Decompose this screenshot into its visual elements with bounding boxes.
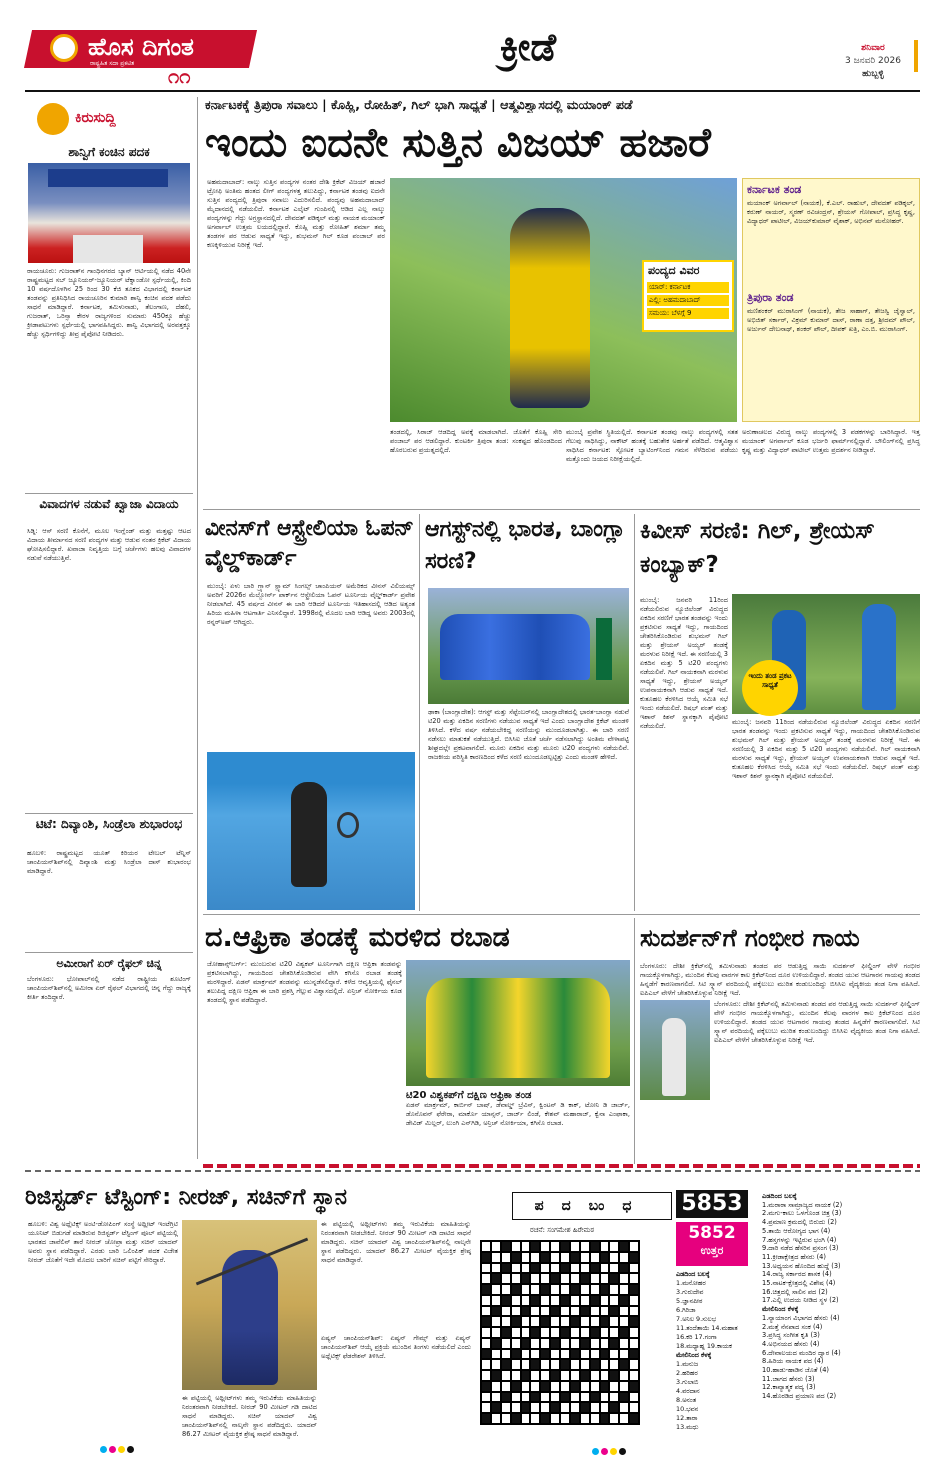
tripura-team: ಮಣಿಶಂಕರ್ ಮುರಾಸಿಂಗ್ (ನಾಯಕ), ತೇಜ ಸಾಹಾಗ್, ತೇಜಸ್ವಿ ಜೈಸ್ವಾಲ್, ಅಭಿಜಿತ್ ಸರ್ಕಾರ್, ವಿಕ್ರಮ್ ಕುಮಾರ್ ದಾಸ್, ರಾಣಾ ದತ್ತ, ಶ್ರೀದಮ್ ಪೌಲ್, ಅರ್ಜುನ್ ದೇಬನಾಥ್, ಶಂಕರ್ ಪೌಲ್, ದೀಪಕ್ ಖತ್ರಿ, ಎಂ.ಬಿ. ಮುರಾಸಿಂಗ್. <box>747 307 915 333</box>
across-clue-9: 14.ರಾಜ್ಯ ಸರ್ಕಾರದ ಶಾಸಕ (4) <box>762 1270 832 1279</box>
logo-icon <box>50 34 78 62</box>
prev-down-title: ಮೇಲಿನಿಂದ ಕೆಳಕ್ಕೆ <box>676 1351 712 1359</box>
karnataka-team-title: ಕರ್ನಾಟಕ ತಂಡ <box>747 183 802 196</box>
lead-col-3: ಮುಂಬೈ ಪ್ರವೇಶ ಸ್ಥಿತಿಯಲ್ಲಿದೆ. ಕರ್ನಾಟಕ ತಂಡವು ನಾಲ್ಕು ಪಂದ್ಯಗಳಲ್ಲಿ ಸತತ ಗೆಲುವು ಸಾಧಿಸಿದ್ದು, ನಾಕೌಟ್ ಹಂತಕ್ಕೆ ಬಹುತೇಕ ಅರ್ಹತೆ ಪಡೆದಿದೆ. ಆತ್ಮವಿಶ್ವಾಸ ಸಾಧಿಸಿದ ಕರ್ನಾಟಕ: ಸ್ಪೋಟಕ ಬ್ಯಾಟಿಂಗ್‌ನಿಂದ ಗಮನ ಸೆಳೆದಿರುವ ಪಡೆಯು ಮತ್ತೊಂದು ಜಯದ ನಿರೀಕ್ಷೆಯಲ್ಲಿದೆ. <box>566 428 738 463</box>
prev-across-5: 7.ಅನಿಲ 9.ಸುಲಭ <box>676 1315 717 1323</box>
across-clue-1: 1.ಮರಾಠಾ ಸಾಮ್ರಾಜ್ಯದ ನಾಯಕ (2) <box>762 1200 843 1209</box>
prev-answers <box>676 1270 756 1430</box>
kiru-headline-4: ಅಮೀರಾಗೆ ಏರ್ ರೈಫಲ್ ಚಿನ್ನ <box>56 957 162 970</box>
kiru-headline-1: ಶಾನ್ವಿಗೆ ಕಂಚಿನ ಪದಕ <box>68 145 150 159</box>
racket <box>337 812 359 838</box>
puzzle-subtitle: ರಚನೆ: ಸಂಗಮೇಶ ಹಿರೇಮಠ <box>530 1226 595 1234</box>
down-clue-10: 14.ಹೊರಡಿದ ಪ್ರಯಾಣ ಪದ (2) <box>762 1392 837 1401</box>
across-clue-7: 11.ಕ್ರೀಡಾಕ್ಷೇತ್ರದ ಹೆಸರು (4) <box>762 1252 826 1261</box>
batsman-2 <box>662 1018 686 1096</box>
dot-black <box>127 1446 134 1453</box>
down-clue-3: 3.ಪ್ರಸಿದ್ಧ ಸಂಗೀತ ಕೃತಿ (3) <box>762 1331 820 1340</box>
left-column-rule <box>197 97 198 1159</box>
player-2 <box>862 604 896 710</box>
match-box <box>642 260 734 332</box>
kiru-story-1: ರಾಯಚೂರು: ಗುಜರಾತ್‌ನ ಗಾಂಧಿನಗರದ ಬ್ಯಾನ್ ಆರ್ಟಿಯಲ್ಲಿ ನಡೆದ 40ನೇ ರಾಷ್ಟ್ರಮಟ್ಟದ ಸಬ್ ಜ್ಯೂನಿಯರ್-ಜ್ಯೂನಿಯರ್ ಟೆಕ್ವಾಂಡೋ ಸ್ಪರ್ಧೆಯಲ್ಲಿ, ಕಿಂದಿ 10 ವರ್ಷದೊಳಗಿನ 25 ರಿಂದ 30 ಕೆಜಿ ತೂಕದ ವಿಭಾಗದಲ್ಲಿ ಕರ್ನಾಟಕ ತಂಡವನ್ನು ಪ್ರತಿನಿಧಿಸಿದ ರಾಯಚೂರಿನ ಕುಮಾರಿ ಶಾನ್ವಿ ಕಂಚಿನ ಪದಕ ಪಡೆದು ಸಾಧನೆ ಮಾಡಿದ್ದಾರೆ. ಕರ್ನಾಟಕ, ತಮಿಳುನಾಡು, ತೆಲಂಗಾಣ, ದೆಹಲಿ, ಗುಜರಾತ್, ಒರಿಸ್ಸಾ ಕೇರಳ ರಾಜ್ಯಗಳಿಂದ ಸುಮಾರು 450ಕ್ಕೂ ಹೆಚ್ಚು ಕ್ರೀಡಾಪಟುಗಳು ಸ್ಪರ್ಧೆಯಲ್ಲಿ ಭಾಗವಹಿಸಿದ್ದರು. ಶಾನ್ವಿ ವಿಭಾಗದಲ್ಲಿ ಅರವತ್ತಕ್ಕೂ ಹೆಚ್ಚು ಸ್ಪರ್ಧಿಗಳಿದ್ದು ತೀವ್ರ ಪೈಪೋಟಿ ನೀಡಿದರು. <box>27 267 191 338</box>
team-box <box>742 178 920 422</box>
match-row-1: ಯಾರ್: ಕರ್ನಾಟಕ <box>647 282 729 293</box>
dot-yellow-2 <box>610 1448 617 1455</box>
aug-headline: ಆಗಸ್ಟ್‌ನಲ್ಲಿ ಭಾರತ, ಬಾಂಗ್ಲಾ ಸರಣಿ? <box>425 517 626 574</box>
match-row-3: ಸಮಯ: ಬೆಳಗ್ಗೆ 9 <box>647 308 729 319</box>
prev-down-8: 13.ಮಧು <box>676 1423 699 1431</box>
lead-kicker: ಕರ್ನಾಟಕಕ್ಕೆ ತ್ರಿಪುರಾ ಸವಾಲು | ಕೊಹ್ಲಿ, ರೋಹಿತ್, ಗಿಲ್ ಭಾಗಿ ಸಾಧ್ಯತೆ | ಆತ್ಮವಿಶ್ವಾಸದಲ್ಲಿ ಮಯಾಂಕ್ ಪಡೆ <box>205 97 633 112</box>
podium <box>73 235 143 263</box>
across-clue-5: 7.ಹಸ್ತಗಳನ್ನು ಇಟ್ಟಿರುವ ಭಂಗಿ (4) <box>762 1235 837 1244</box>
prev-down-3: 3.ಗುಲಾಬಿ <box>676 1378 699 1386</box>
dot-magenta-2 <box>601 1448 608 1455</box>
venus-body: ಮುಂಬೈ: ಏಳು ಬಾರಿ ಗ್ರ್ಯಾನ್ ಸ್ಲ್ಯಾಮ್ ಸಿಂಗಲ್ಸ್ ಚಾಂಪಿಯನ್ ಅಮೆರಿಕದ ವೀನಸ್ ವಿಲಿಯಮ್ಸ್ ಅವರಿಗೆ 2026ರ ಮೆಲ್ಬೋರ್ನ್ ಪಾರ್ಕ್‌ನ ಆಸ್ಟ್ರೇಲಿಯಾ ಓಪನ್ ಟೂರ್ನಿಯ ವೈಲ್ಡ್‌ಕಾರ್ಡ್ ಪ್ರವೇಶ ನೀಡಲಾಗಿದೆ. 45 ವರ್ಷದ ವೀನಸ್ ಈ ಬಾರಿ ಆಡಿದರೆ ಟೂರ್ನಿಯ ಇತಿಹಾಸದಲ್ಲಿ ಆಡಿದ ಅತ್ಯಂತ ಹಿರಿಯ ಮಹಿಳಾ ಆಟಗಾರ್ತಿ ಎನಿಸಲಿದ್ದಾರೆ. 1998ರಲ್ಲಿ ಮೊದಲ ಬಾರಿ ಆಡಿದ್ದ ಅವರು 2003ರಲ್ಲಿ ರನ್ನರ್‌ಅಪ್ ಆಗಿದ್ದರು. <box>207 582 415 626</box>
prev-across-8: 18.ಮಧ್ಯಾಹ್ನ 19.ಕಾಯಕ <box>676 1342 732 1350</box>
match-title: ಪಂದ್ಯದ ವಿವರ <box>648 264 700 277</box>
sudarshan-photo <box>640 1000 710 1100</box>
across-title: ಎಡದಿಂದ ಬಲಕ್ಕೆ <box>762 1192 797 1200</box>
kiru-divider-1 <box>25 493 193 494</box>
tripura-team-title: ತ್ರಿಪುರಾ ತಂಡ <box>747 291 794 304</box>
dot-magenta <box>109 1446 116 1453</box>
dot-yellow <box>118 1446 125 1453</box>
neeraj-color-dots <box>100 1438 160 1448</box>
gill-badge-text: ಇಂದು ತಂಡ ಪ್ರಕಟ ಸಾಧ್ಯತೆ <box>748 672 792 689</box>
kiru-icon <box>37 103 69 135</box>
rabada-photo <box>406 960 630 1086</box>
venus-rule <box>419 514 420 911</box>
across-clue-11: 16.ಚಿತ್ರದಲ್ಲಿ ಸಾಲಿನ ಪದ (2) <box>762 1287 828 1296</box>
section-title: ಕ್ರೀಡೆ <box>500 25 557 69</box>
prev-across-7: 16.ಕರಿ 17.ಗಂಗಾ <box>676 1333 717 1341</box>
puzzle-clues <box>762 1192 920 1440</box>
down-clue-7: 10.ಹಾಡು-ಹಾಡಿನ ಜೊತೆ (4) <box>762 1366 829 1375</box>
prev-down-6: 10.ಭವನ <box>676 1405 699 1413</box>
prev-down-7: 12.ತಾರಾ <box>676 1414 698 1422</box>
kiru-label-text: ಕಿರುಸುದ್ದಿ <box>75 110 116 126</box>
across-clue-3: 4.ಪ್ರಮಾಣ ಕ್ರಮದಲ್ಲಿ ಬಿರುದು (2) <box>762 1218 837 1227</box>
sudarshan-body-top: ಬೆಂಗಳೂರು: ದೇಶೀ ಕ್ರಿಕೆಟ್‌ನಲ್ಲಿ ತಮಿಳುನಾಡು ತಂಡದ ಪರ ಆಡುತ್ತಿದ್ದ ಸಾಯಿ ಸುದರ್ಶನ್ ಫೀಲ್ಡಿಂಗ್ ವೇಳೆ ಗಂಭೀರ ಗಾಯಕ್ಕೊಳಗಾಗಿದ್ದು, ಮುಂದಿನ ಕೆಲವು ವಾರಗಳ ಕಾಲ ಕ್ರಿಕೆಟ್‌ನಿಂದ ದೂರ ಉಳಿಯಲಿದ್ದಾರೆ. ತಂಡದ ಯುವ ಆಟಗಾರನ ಗಾಯವು ತಂಡದ ಹಿನ್ನಡೆಗೆ ಕಾರಣವಾಗಲಿದೆ. ಸಿಟಿ ಸ್ಕ್ಯಾನ್ ವರದಿಯಲ್ಲಿ ಪಕ್ಕೆಲುಬು ಮುರಿತ ಕಂಡುಬಂದಿದ್ದು ಬಿಸಿಸಿಐ ವೈದ್ಯಕೀಯ ತಂಡ ನಿಗಾ ವಹಿಸಿದೆ. ಐಪಿಎಲ್ ವೇಳೆಗೆ ಚೇತರಿಸಿಕೊಳ್ಳುವ ನಿರೀಕ್ಷೆ ಇದೆ. <box>640 962 920 997</box>
down-clue-5: 6.ದೇವಾಲಯದ ಮಂದಿರ ದ್ವಾರ (4) <box>762 1348 841 1357</box>
prev-across-6: 11.ತಂದೆತಾಯಿ 14.ಮಹಾತ <box>676 1324 738 1332</box>
lead-bottom-rule <box>203 509 920 510</box>
venus-headline: ವೀನಸ್‌ಗೆ ಆಸ್ಟ್ರೇಲಿಯಾ ಓಪನ್ ವೈಲ್ಡ್‌ಕಾರ್ಡ್ <box>205 516 414 571</box>
masthead-rule <box>25 90 920 92</box>
down-clue-8: 11.ಜಾಗದ ಹೆಸರು (3) <box>762 1374 815 1383</box>
prev-across-4: 6.ಗಿರಿಜಾ <box>676 1306 696 1314</box>
crossword-grid[interactable] <box>480 1240 640 1425</box>
kiru-label <box>37 103 187 135</box>
rabada-headline: ದ.ಆಫ್ರಿಕಾ ತಂಡಕ್ಕೆ ಮರಳಿದ ರಬಾಡ <box>205 922 510 953</box>
across-clue-12: 17.ಎಲ್ಲಿ ಉದಯ ನೀಡಿದ ಸ್ಥಳ (2) <box>762 1296 839 1305</box>
masthead <box>0 0 945 92</box>
match-row-2: ಎಲ್ಲಿ: ಅಹಮದಾಬಾದ್ <box>647 295 729 306</box>
mid-rule <box>203 914 920 915</box>
tagline: ರಾಷ್ಟ್ರಹಿತ ಸದಾ ಪ್ರಕಟಿತ <box>90 60 135 67</box>
medal-photo <box>28 163 190 263</box>
aug-photo <box>428 588 629 704</box>
kiru-story-2: ಸಿಡ್ನಿ: ಆಸ್ ಸರಣಿ ಕೊನೆಗೆ, ಮೂಲ ಇಂಗ್ಲೆಂಡ್ ಮತ್ತು ಮತ್ತಷ್ಟು ಆಟದ ವಿದಾಯ ತೀರ್ಮಾನದ ಸರಣಿ ಪಂದ್ಯಗಳ ಮತ್ತು ಆಡುವ ನಂತರ ಕ್ರಿಕೆಟ್ ವಿದಾಯ ಘೋಷಿಸಲಿದ್ದಾರೆ. ಖವಾಜಾ ನಿವೃತ್ತಿಯ ಬಗ್ಗೆ ಚರ್ಚೆಗಳು ಹಲವು ವಿವಾದಗಳ ನಡುವೆ ನಡೆಯುತ್ತಿವೆ. <box>27 527 191 562</box>
prev-across-title: ಎಡದಿಂದ ಬಲಕ್ಕೆ <box>676 1270 710 1278</box>
opponent-player <box>596 618 612 680</box>
date-block <box>845 42 901 81</box>
down-clue-4: 4.ಅಭಿನಯದ ಹೆಸರು (4) <box>762 1339 820 1348</box>
puzzle-title-box <box>512 1192 672 1220</box>
day: ಶನಿವಾರ <box>861 43 885 53</box>
medal-photo-banner <box>48 169 168 187</box>
neeraj-body: ಹೂಬಳಿ: ವಿಶ್ವ ಅಥ್ಲೆಟಿಕ್ಸ್ ಅಂಟಿ-ಡೋಪಿಂಗ್ ಸಂಸ್ಥೆ ಅಥ್ಲೀಟ್ ಇಂಟೆಗ್ರಿಟಿ ಯೂನಿಟ್ ಬಿಡುಗಡೆ ಮಾಡಿರುವ ರಿಜಿಸ್ಟರ್ಡ್ ಟೆಸ್ಟಿಂಗ್ ಪೂಲ್ ಪಟ್ಟಿಯಲ್ಲಿ ಭಾರತದ ಜಾವೆಲಿನ್ ತಾರೆ ನೀರಜ್ ಚೋಪ್ರಾ ಮತ್ತು ಸಚಿನ್ ಯಾದವ್ ಅವರು ಸ್ಥಾನ ಪಡೆದಿದ್ದಾರೆ. ಎರಡು ಬಾರಿ ಒಲಿಂಪಿಕ್ ಪದಕ ವಿಜೇತ ನೀರಜ್ ಜೊತೆಗೆ ಇದೇ ಮೊದಲ ಬಾರಿಗೆ ಸಚಿನ್ ಪಟ್ಟಿಗೆ ಸೇರಿದ್ದಾರೆ. <box>28 1220 178 1264</box>
neeraj-sub: ಏಷ್ಯನ್ ಚಾಂಪಿಯನ್‌ಶಿಪ್‌: ಏಷ್ಯನ್ ಗೇಮ್ಸ್ ಮತ್ತು ಏಷ್ಯನ್ ಚಾಂಪಿಯನ್‌ಶಿಪ್ ಆಯ್ಕೆ ಪ್ರಕ್ರಿಯೆ ಮುಂದಿನ ತಿಂಗಳು ನಡೆಯಲಿದೆ ಎಂದು ಅಥ್ಲೆಟಿಕ್ಸ್ ಫೆಡರೇಶನ್ ತಿಳಿಸಿದೆ. <box>321 1334 471 1360</box>
prev-across-3: 5.ಜ್ಞಾನಪೀಠ <box>676 1297 703 1305</box>
venus-photo <box>207 752 415 910</box>
gill-body-2: ಮುಂಬೈ: ಜನವರಿ 11ರಿಂದ ನಡೆಯಲಿರುವ ನ್ಯೂಜಿಲೆಂಡ್ ವಿರುದ್ಧದ ಏಕದಿನ ಸರಣಿಗೆ ಭಾರತ ತಂಡವನ್ನು ಇಂದು ಪ್ರಕಟಿಸುವ ಸಾಧ್ಯತೆ ಇದ್ದು, ಗಾಯದಿಂದ ಚೇತರಿಸಿಕೊಂಡಿರುವ ಶುಭಮನ್ ಗಿಲ್ ಮತ್ತು ಶ್ರೇಯಸ್ ಅಯ್ಯರ್ ತಂಡಕ್ಕೆ ಮರಳುವ ನಿರೀಕ್ಷೆ ಇದೆ. ಈ ಸರಣಿಯಲ್ಲಿ 3 ಏಕದಿನ ಮತ್ತು 5 ಟಿ20 ಪಂದ್ಯಗಳು ನಡೆಯಲಿವೆ. ಗಿಲ್ ನಾಯಕನಾಗಿ ಮರಳುವ ಸಾಧ್ಯತೆ ಇದ್ದು, ಶ್ರೇಯಸ್ ಅಯ್ಯರ್ ಉಪನಾಯಕನಾಗಿ ಆಡುವ ಸಾಧ್ಯತೆ ಇದೆ. ಕುತೂಹಲ ಕೆರಳಿಸಿದ ಆಯ್ಕೆ ಸಮಿತಿ ಸಭೆ ಇಂದು ನಡೆಯಲಿದೆ. ರಿಷಭ್ ಪಂತ್ ಮತ್ತು ಇಶಾನ್ ಕಿಶನ್ ಸ್ಥಾನಕ್ಕಾಗಿ ಪೈಪೋಟಿ ನಡೆಯಲಿದೆ. <box>732 718 920 780</box>
down-clue-1: 1.ನ್ಯಾಯಾಂಗ ವಿಭಾಗದ ಹೆಸರು (4) <box>762 1313 840 1322</box>
down-clue-2: 2.ಮತ್ತೆ ನೆನಪಾದ ಸಂಕ (4) <box>762 1322 823 1331</box>
gill-body-1: ಮುಂಬೈ: ಜನವರಿ 11ರಿಂದ ನಡೆಯಲಿರುವ ನ್ಯೂಜಿಲೆಂಡ್ ವಿರುದ್ಧದ ಏಕದಿನ ಸರಣಿಗೆ ಭಾರತ ತಂಡವನ್ನು ಇಂದು ಪ್ರಕಟಿಸುವ ಸಾಧ್ಯತೆ ಇದ್ದು, ಗಾಯದಿಂದ ಚೇತರಿಸಿಕೊಂಡಿರುವ ಶುಭಮನ್ ಗಿಲ್ ಮತ್ತು ಶ್ರೇಯಸ್ ಅಯ್ಯರ್ ತಂಡಕ್ಕೆ ಮರಳುವ ನಿರೀಕ್ಷೆ ಇದೆ. ಈ ಸರಣಿಯಲ್ಲಿ 3 ಏಕದಿನ ಮತ್ತು 5 ಟಿ20 ಪಂದ್ಯಗಳು ನಡೆಯಲಿವೆ. ಗಿಲ್ ನಾಯಕನಾಗಿ ಮರಳುವ ಸಾಧ್ಯತೆ ಇದ್ದು, ಶ್ರೇಯಸ್ ಅಯ್ಯರ್ ಉಪನಾಯಕನಾಗಿ ಆಡುವ ಸಾಧ್ಯತೆ ಇದೆ. ಕುತೂಹಲ ಕೆರಳಿಸಿದ ಆಯ್ಕೆ ಸಮಿತಿ ಸಭೆ ಇಂದು ನಡೆಯಲಿದೆ. ರಿಷಭ್ ಪಂತ್ ಮತ್ತು ಇಶಾನ್ ಕಿಶನ್ ಸ್ಥಾನಕ್ಕಾಗಿ ಪೈಪೋಟಿ ನಡೆಯಲಿದೆ. <box>640 596 728 730</box>
kiru-divider-3 <box>25 952 193 953</box>
puzzle-color-dots <box>592 1440 652 1450</box>
down-title: ಮೇಲಿನಿಂದ ಕೆಳಕ್ಕೆ <box>762 1305 799 1314</box>
rabada-team: ಏಡನ್ ಮಾರ್ಕ್ರಮ್, ಕಾರ್ಬಿನ್ ಬಾಷ್, ಡೆವಾಲ್ಡ್ ಬ್ರೆವಿಸ್, ಕ್ವಿಂಟನ್ ಡಿ ಕಾಕ್, ಟೋನಿ ಡಿ ಜಾರ್ಜ್, ಡೊನೊವನ್ ಫೆರೇರಾ, ಮಾರ್ಕೊ ಯಾನ್ಸನ್, ಜಾರ್ಜ್ ಲಿಂಡೆ, ಕೇಶವ್ ಮಹಾರಾಜ್, ಕ್ವೆನಾ ಎಂಫಾಕಾ, ಡೇವಿಡ್ ಮಿಲ್ಲರ್, ಲುಂಗಿ ಎನ್‌ಗಿಡಿ, ಅನ್ರಿಚ್ ನೋರ್ಕಿಯಾ, ಕಗಿಸೊ ರಬಾಡ. <box>406 1101 630 1127</box>
rabada-team-title: ಟಿ20 ವಿಶ್ವಕಪ್‌ಗೆ ದಕ್ಷಿಣ ಆಫ್ರಿಕಾ ತಂಡ <box>406 1090 532 1101</box>
lead-col-4: ಅರುಣಾಚಲದ ವಿರುದ್ಧ ನಾಲ್ಕು ಪಂದ್ಯಗಳಲ್ಲಿ 3 ಪಡಕಗಳನ್ನು ಬಾರಿಸಿದ್ದಾರೆ. ಇತ್ತ ಮಯಾಂಕ್ ಅಗರ್ವಾಲ್ ಕೂಡ ಭರ್ಜರಿ ಫಾರ್ಮ್‌ನಲ್ಲಿದ್ದಾರೆ. ಬೌಲಿಂಗ್‌ನಲ್ಲಿ ಪ್ರಸಿದ್ಧ ಕೃಷ್ಣ ಮತ್ತು ವಿದ್ಯಾಧರ್ ಪಾಟೀಲ್ ಉತ್ತಮ ಪ್ರದರ್ಶನ ನೀಡಿದ್ದಾರೆ. <box>742 428 920 454</box>
batsman <box>510 208 590 408</box>
kiru-story-3: ಹೂಬಳಿ: ರಾಷ್ಟ್ರಮಟ್ಟದ ಯೂತ್ ಕಿರಿಯರ ಟೇಬಲ್ ಟೆನ್ನಿಸ್ ಚಾಂಪಿಯನ್‌ಶಿಪ್‌ನಲ್ಲಿ ದಿವ್ಯಾಂಶಿ ಮತ್ತು ಸಿಂಡ್ರೆಲಾ ದಾಸ್ ಶುಭಾರಂಭ ಮಾಡಿದ್ದಾರೆ. <box>27 849 191 875</box>
prev-number-box <box>676 1222 748 1266</box>
across-clue-8: 13.ಅಧ್ಯಯನ ಹೊಂದಿದ ಹುದ್ದೆ (3) <box>762 1261 841 1270</box>
celebrating-players <box>426 978 610 1078</box>
prev-number: 5852 <box>688 1223 736 1243</box>
across-clue-2: 2.ಮಗು-ಕಾಲು ಒಳಗೊಂಡ ಚಿತ್ರ (3) <box>762 1209 842 1218</box>
prev-down-5: 8.ಅನಂತ <box>676 1396 697 1404</box>
dot-cyan-2 <box>592 1448 599 1455</box>
across-clue-6: 9.ದಾರಿ ನಡೆದ ಹೆಸರಿನ ಪ್ರಸಂಗ (3) <box>762 1244 839 1253</box>
neeraj-body-2: ಈ ಪಟ್ಟಿಯಲ್ಲಿ ಅಥ್ಲೀಟ್‌ಗಳು ತಮ್ಮ ಇರುವಿಕೆಯ ಮಾಹಿತಿಯನ್ನು ನಿರಂತರವಾಗಿ ನೀಡಬೇಕಿದೆ. ನೀರಜ್ 90 ಮೀಟರ್ ಗಡಿ ದಾಟಿದ ಸಾಧನೆ ಮಾಡಿದ್ದರು. ಸಚಿನ್ ಯಾದವ್ ವಿಶ್ವ ಚಾಂಪಿಯನ್‌ಶಿಪ್‌ನಲ್ಲಿ ನಾಲ್ಕನೇ ಸ್ಥಾನ ಪಡೆದಿದ್ದರು. ಯಾದವ್ 86.27 ಮೀಟರ್ ವೈಯಕ್ತಿಕ ಶ್ರೇಷ್ಠ ಸಾಧನೆ ಮಾಡಿದ್ದಾರೆ. <box>182 1394 317 1438</box>
kiru-headline-2: ವಿವಾದಗಳ ನಡುವೆ ಖ್ವಾಜಾ ವಿದಾಯ <box>39 497 179 511</box>
prev-label: ಉತ್ತರ <box>700 1244 724 1257</box>
dot-black-2 <box>619 1448 626 1455</box>
dot-cyan <box>100 1446 107 1453</box>
lead-col-2: ತಂಡದಲ್ಲಿ, ಸಿರಾಜ್ ಆಡದಿದ್ದ ಅವಕ್ಕೆ ಮಾಡಲಾಗಿದೆ. ಜೊತೆಗೆ ಕೊಹ್ಲಿ ಸೇರಿ ಪಂಜಾಬ್ ಪರ ಆಡಲಿದ್ದಾರೆ. ಕುಂಟರ್ಕಿ ತ್ರಿಪುರಾ ತಂಡ: ಸಂಕಷ್ಟದ ಹೊಂಡದಿಂದ ಹೊರಬರುವ ಪ್ರಯತ್ನದಲ್ಲಿದೆ. <box>390 428 562 454</box>
gill-headline: ಕಿವೀಸ್ ಸರಣಿ: ಗಿಲ್, ಶ್ರೇಯಸ್ ಕಂಬ್ಯಾಕ್? <box>640 518 875 578</box>
down-clue-9: 12.ಕಾವ್ಯಾತ್ಮಕ ಪದ್ಯ (3) <box>762 1383 816 1392</box>
gill-badge <box>742 660 798 716</box>
neeraj-body-3: ಈ ಪಟ್ಟಿಯಲ್ಲಿ ಅಥ್ಲೀಟ್‌ಗಳು ತಮ್ಮ ಇರುವಿಕೆಯ ಮಾಹಿತಿಯನ್ನು ನಿರಂತರವಾಗಿ ನೀಡಬೇಕಿದೆ. ನೀರಜ್ 90 ಮೀಟರ್ ಗಡಿ ದಾಟಿದ ಸಾಧನೆ ಮಾಡಿದ್ದರು. ಸಚಿನ್ ಯಾದವ್ ವಿಶ್ವ ಚಾಂಪಿಯನ್‌ಶಿಪ್‌ನಲ್ಲಿ ನಾಲ್ಕನೇ ಸ್ಥಾನ ಪಡೆದಿದ್ದರು. ಯಾದವ್ 86.27 ಮೀಟರ್ ವೈಯಕ್ತಿಕ ಶ್ರೇಷ್ಠ ಸಾಧನೆ ಮಾಡಿದ್ದಾರೆ. <box>321 1220 471 1264</box>
puzzle-number: 5853 <box>676 1190 748 1218</box>
prev-across-1: 1.ಮನೋಹರ <box>676 1279 706 1287</box>
neeraj-headline: ರಿಜಿಸ್ಟರ್ಡ್ ಟೆಸ್ಟಿಂಗ್: ನೀರಜ್, ಸಚಿನ್‌ಗೆ ಸ್ಥಾನ <box>25 1185 347 1210</box>
across-clue-10: 15.ನಾಟಕ-ಕ್ಷೇತ್ರದಲ್ಲಿ ವಿಶೇಷ (4) <box>762 1279 836 1288</box>
page-number: ೧೧ <box>168 64 191 88</box>
lead-col-1: ಅಹಮದಾಬಾದ್: ನಾಲ್ಕು ಸುತ್ತಿನ ಪಂದ್ಯಗಳ ನಂತರ ದೇಶಿ ಕ್ರಿಕೆಟ್ ವಿಜಯ್ ಹಜಾರೆ ಟ್ರೋಫಿ ಅಂತಿಮ ಹಂತದ ಲೀಗ್ ಪಂದ್ಯಗಳತ್ತ ತಲುಪಿದ್ದು, ಕರ್ನಾಟಕ ತಂಡವು ಐದನೇ ಸುತ್ತಿನ ಪಂದ್ಯದಲ್ಲಿ ತ್ರಿಪುರಾ ಸವಾಲು ಎದುರಿಸಲಿದೆ. ಪಂದ್ಯವು ಅಹಮದಾಬಾದ್ ಮೈದಾನದಲ್ಲಿ ನಡೆಯಲಿದೆ. ಕರ್ನಾಟಕ ಎಲೈಟ್ ಗುಂಪಿನಲ್ಲಿ ಆಡಿದ ಎಲ್ಲ ನಾಲ್ಕು ಪಂದ್ಯಗಳನ್ನು ಗೆದ್ದು ಅಗ್ರಸ್ಥಾನದಲ್ಲಿದೆ. ದೇವದತ್ ಪಡಿಕ್ಕಲ್ ಮತ್ತು ನಾಯಕ ಮಯಾಂಕ್ ಅಗರ್ವಾಲ್ ಉತ್ತಮ ಲಯದಲ್ಲಿದ್ದಾರೆ. ಕೊಹ್ಲಿ ಮತ್ತು ರೋಹಿತ್ ಶರ್ಮಾ ತಮ್ಮ ತಂಡಗಳ ಪರ ಆಡುವ ಸಾಧ್ಯತೆ ಇದ್ದು, ಶುಭಮನ್ ಗಿಲ್ ಕೂಡ ಪಂಜಾಬ್ ಪರ ಕಣಕ್ಕಿಳಿಯುವ ನಿರೀಕ್ಷೆ ಇದೆ. <box>207 178 385 249</box>
kiru-headline-3: ಟಿಟೆ: ದಿವ್ಯಾಂಶಿ, ಸಿಂಡ್ರೆಲಾ ಶುಭಾರಂಭ <box>35 817 183 831</box>
rabada-body: ಜೋಹಾನ್ಸ್‌ಬರ್ಗ್: ಮುಂಬರುವ ಟಿ20 ವಿಶ್ವಕಪ್ ಟೂರ್ನಿಗಾಗಿ ದಕ್ಷಿಣ ಆಫ್ರಿಕಾ ತಂಡವನ್ನು ಪ್ರಕಟಿಸಲಾಗಿದ್ದು, ಗಾಯದಿಂದ ಚೇತರಿಸಿಕೊಂಡಿರುವ ವೇಗಿ ಕಗಿಸೊ ರಬಾಡ ತಂಡಕ್ಕೆ ಮರಳಿದ್ದಾರೆ. ಏಡನ್ ಮಾರ್ಕ್ರಮ್ ತಂಡವನ್ನು ಮುನ್ನಡೆಸಲಿದ್ದಾರೆ. ಕಳೆದ ಆವೃತ್ತಿಯಲ್ಲಿ ಫೈನಲ್ ತಲುಪಿದ್ದ ದಕ್ಷಿಣ ಆಫ್ರಿಕಾ ಈ ಬಾರಿ ಪ್ರಶಸ್ತಿ ಗೆಲ್ಲುವ ವಿಶ್ವಾಸದಲ್ಲಿದೆ. ಏನ್ರಿಚ್ ನೋರ್ಕಿಯ ಕೂಡ ತಂಡದಲ್ಲಿ ಸ್ಥಾನ ಪಡೆದಿದ್ದಾರೆ. <box>207 960 402 1004</box>
across-clue-4: 5.ತಾಯಿ ಆರೋಗ್ಯದ ಭಾಗ (4) <box>762 1226 831 1235</box>
prev-across-2: 3.ಗುರುದೇವ <box>676 1288 704 1296</box>
kiru-story-4: ಬೆಂಗಳೂರು: ಭೋಪಾಲ್‌ನಲ್ಲಿ ನಡೆದ ರಾಷ್ಟ್ರೀಯ ಶೂಟಿಂಗ್ ಚಾಂಪಿಯನ್‌ಶಿಪ್‌ನಲ್ಲಿ ಅಮೀರಾ ಏರ್ ರೈಫಲ್ ವಿಭಾಗದಲ್ಲಿ ಚಿನ್ನ ಗೆದ್ದು ರಾಜ್ಯಕ್ಕೆ ಕೀರ್ತಿ ತಂದಿದ್ದಾರೆ. <box>27 975 191 1001</box>
puzzle-title: ಪದಬಂಧ <box>534 1198 650 1214</box>
prev-down-2: 2.ಹರಿಹರ <box>676 1369 698 1377</box>
prev-down-1: 1.ಮನುಜ <box>676 1360 699 1368</box>
date: 3 ಜನವರಿ 2026 <box>845 56 901 66</box>
paper-name: ಹೊಸ ದಿಗಂತ <box>88 33 194 61</box>
prev-down-4: 4.ವರದಾನ <box>676 1387 700 1395</box>
aug-body: ಢಾಕಾ (ಬಾಂಗ್ಲಾದೇಶ): ಆಗಸ್ಟ್ ಮತ್ತು ಸೆಪ್ಟೆಂಬರ್‌ನಲ್ಲಿ ಬಾಂಗ್ಲಾದೇಶದಲ್ಲಿ ಭಾರತ-ಬಾಂಗ್ಲಾ ನಡುವೆ ಟಿ20 ಮತ್ತು ಏಕದಿನ ಸರಣಿಗಳು ನಡೆಯುವ ಸಾಧ್ಯತೆ ಇದೆ ಎಂದು ಬಾಂಗ್ಲಾದೇಶ ಕ್ರಿಕೆಟ್ ಮಂಡಳಿ ತಿಳಿಸಿದೆ. ಕಳೆದ ವರ್ಷ ನಡೆಯಬೇಕಿದ್ದ ಸರಣಿಯನ್ನು ಮುಂದೂಡಲಾಗಿತ್ತು. ಈ ಬಾರಿ ಸರಣಿ ನಡೆಸಲು ಮಾತುಕತೆ ನಡೆಯುತ್ತಿದೆ. ಬಿಸಿಸಿಐ ಜೊತೆ ಚರ್ಚೆ ನಡೆಸಲಾಗಿದ್ದು ಅಂತಿಮ ವೇಳಾಪಟ್ಟಿ ಶೀಘ್ರದಲ್ಲೇ ಪ್ರಕಟವಾಗಲಿದೆ. ಮೂರು ಏಕದಿನ ಮತ್ತು ಮೂರು ಟಿ20 ಪಂದ್ಯಗಳು ನಡೆಯಲಿವೆ. ರಾಜಕೀಯ ಪರಿಸ್ಥಿತಿ ಕಾರಣದಿಂದ ಕಳೆದ ಸರಣಿ ಮುಂದೂಡಲ್ಪಟ್ಟಿತ್ತು ಎಂದು ಮಂಡಳಿ ಹೇಳಿದೆ. <box>428 708 629 761</box>
kiru-divider-2 <box>25 813 193 814</box>
color-strip <box>203 1164 920 1168</box>
sudarshan-headline: ಸುದರ್ಶನ್‌ಗೆ ಗಂಭೀರ ಗಾಯ <box>640 924 860 952</box>
player-figure <box>291 782 327 887</box>
down-clue-6: 8.ಹಿರಿಯ ನಾಯಕ ಪದ (4) <box>762 1357 824 1366</box>
aug-rule <box>634 514 635 911</box>
corner-bar <box>914 40 918 72</box>
lead-headline: ಇಂದು ಐದನೇ ಸುತ್ತಿನ ವಿಜಯ್ ಹಜಾರೆ <box>205 120 711 166</box>
neeraj-photo <box>182 1220 317 1390</box>
city: ಹುಬ್ಬಳ್ಳಿ <box>862 69 884 79</box>
bottom-divider <box>25 1170 920 1172</box>
team-huddle <box>440 614 590 680</box>
rabada-rule <box>634 918 635 1166</box>
sudarshan-body: ಬೆಂಗಳೂರು: ದೇಶೀ ಕ್ರಿಕೆಟ್‌ನಲ್ಲಿ ತಮಿಳುನಾಡು ತಂಡದ ಪರ ಆಡುತ್ತಿದ್ದ ಸಾಯಿ ಸುದರ್ಶನ್ ಫೀಲ್ಡಿಂಗ್ ವೇಳೆ ಗಂಭೀರ ಗಾಯಕ್ಕೊಳಗಾಗಿದ್ದು, ಮುಂದಿನ ಕೆಲವು ವಾರಗಳ ಕಾಲ ಕ್ರಿಕೆಟ್‌ನಿಂದ ದೂರ ಉಳಿಯಲಿದ್ದಾರೆ. ತಂಡದ ಯುವ ಆಟಗಾರನ ಗಾಯವು ತಂಡದ ಹಿನ್ನಡೆಗೆ ಕಾರಣವಾಗಲಿದೆ. ಸಿಟಿ ಸ್ಕ್ಯಾನ್ ವರದಿಯಲ್ಲಿ ಪಕ್ಕೆಲುಬು ಮುರಿತ ಕಂಡುಬಂದಿದ್ದು ಬಿಸಿಸಿಐ ವೈದ್ಯಕೀಯ ತಂಡ ನಿಗಾ ವಹಿಸಿದೆ. ಐಪಿಎಲ್ ವೇಳೆಗೆ ಚೇತರಿಸಿಕೊಳ್ಳುವ ನಿರೀಕ್ಷೆ ಇದೆ. <box>714 1000 920 1044</box>
rabada-team-box <box>406 1090 630 1162</box>
lead-photo <box>390 178 737 422</box>
karnataka-team: ಮಯಾಂಕ್ ಅಗರ್ವಾಲ್ (ನಾಯಕ), ಕೆ.ಎಲ್. ರಾಹುಲ್, ದೇವದತ್ ಪಡಿಕ್ಕಲ್, ಕರುಣ್ ನಾಯರ್, ಸ್ಮರಣ್ ರವಿಚಂದ್ರನ್, ಶ್ರೇಯಸ್ ಗೋಪಾಲ್, ಪ್ರಸಿದ್ಧ ಕೃಷ್ಣ, ವಿದ್ಯಾಧರ್ ಪಾಟೀಲ್, ವಿಜಯ್‌ಕುಮಾರ್ ವೈಶಾಕ್, ಅಭಿನವ್ ಮನೋಹರ್. <box>747 199 915 225</box>
